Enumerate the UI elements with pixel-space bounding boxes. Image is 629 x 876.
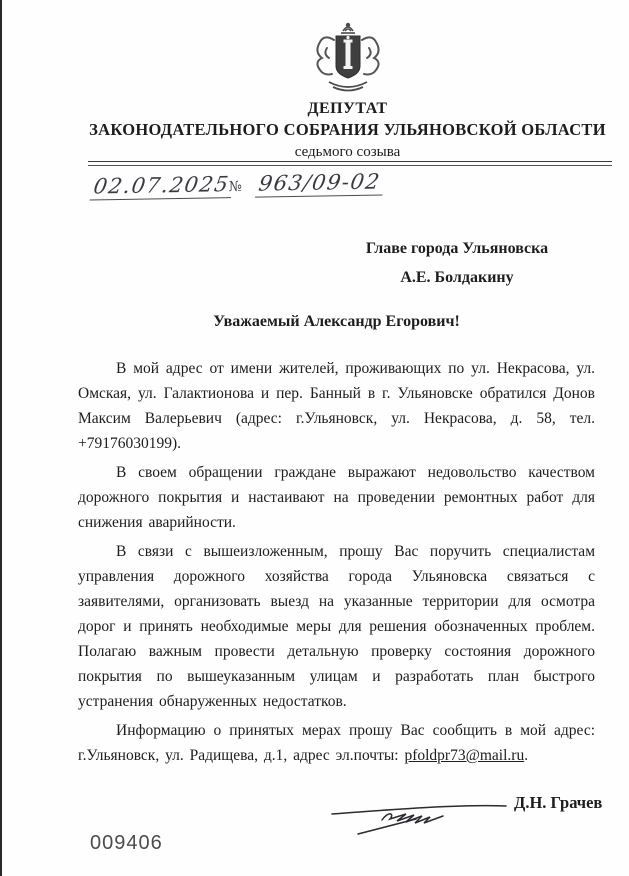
salutation: Уважаемый Александр Егорович! [213, 313, 460, 330]
signer-name: Д.Н. Грачев [514, 793, 603, 812]
reply-address-period: . [524, 747, 529, 764]
form-number: 009406 [90, 832, 163, 854]
addressee-name: А.Е. Болдакину [400, 269, 514, 286]
signature-row [330, 793, 603, 839]
handwritten-date: 02.07.2025 [90, 172, 236, 200]
coat-of-arms-icon [307, 22, 389, 96]
number-sign: № [228, 178, 243, 196]
paragraph-complaint: В своем обращении граждане выражают недовольство качеством дорожного покрытия и настаивают на проведении ремонтных работ для снижения аварийности. [78, 464, 595, 531]
letterhead [75, 22, 620, 161]
reply-address-text: Информацию о принятых мерах прошу Вас сообщить в мой адрес: г.Ульяновск, ул. Радищева, д.1, адрес эл.почты: [78, 722, 595, 764]
scanner-edge-artifact [0, 0, 2, 876]
paragraph-appeal-source: В мой адрес от имени жителей, проживающих по ул. Некрасова, ул. Омская, ул. Галактионова и пер. Банный в г. Ульяновске обратился Донов Максим Валерьевич (адрес: г.Ульяновск, ул. Некрасова, д. 58, тел. +79176030199). [78, 360, 595, 452]
handwritten-signature-icon [330, 793, 508, 839]
email-address: pfoldpr73@mail.ru [404, 747, 525, 764]
letterhead-organization: ЗАКОНОДАТЕЛЬНОГО СОБРАНИЯ УЛЬЯНОВСКОЙ ОБЛАСТИ [89, 120, 606, 139]
paragraph-reply-address [78, 718, 595, 768]
addressee-block [337, 240, 577, 298]
addressee-position: Главе города Ульяновска [365, 240, 549, 257]
reference-line [90, 169, 387, 200]
letterhead-divider [88, 161, 612, 166]
emblem-wrap [75, 22, 620, 96]
letterhead-convocation: седьмого созыва [294, 144, 401, 160]
letterhead-title: ДЕПУТАТ [307, 100, 388, 117]
paragraph-request: В связи с вышеизложенным, прошу Вас поручить специалистам управления дорожного хозяйства города Ульяновска связаться с заявителями, организовать выезд на указанные территории для осмотра дорог и принять необходимые меры для решения обозначенных проблем. Полагаю важным провести детальную проверку состояния дорожного покрытия по вышеуказанным улицам и разработать план быстрого устранения обнаруженных недостатков. [78, 543, 595, 710]
handwritten-outgoing-number: 963/09-02 [255, 169, 387, 197]
letter-body [78, 356, 595, 772]
